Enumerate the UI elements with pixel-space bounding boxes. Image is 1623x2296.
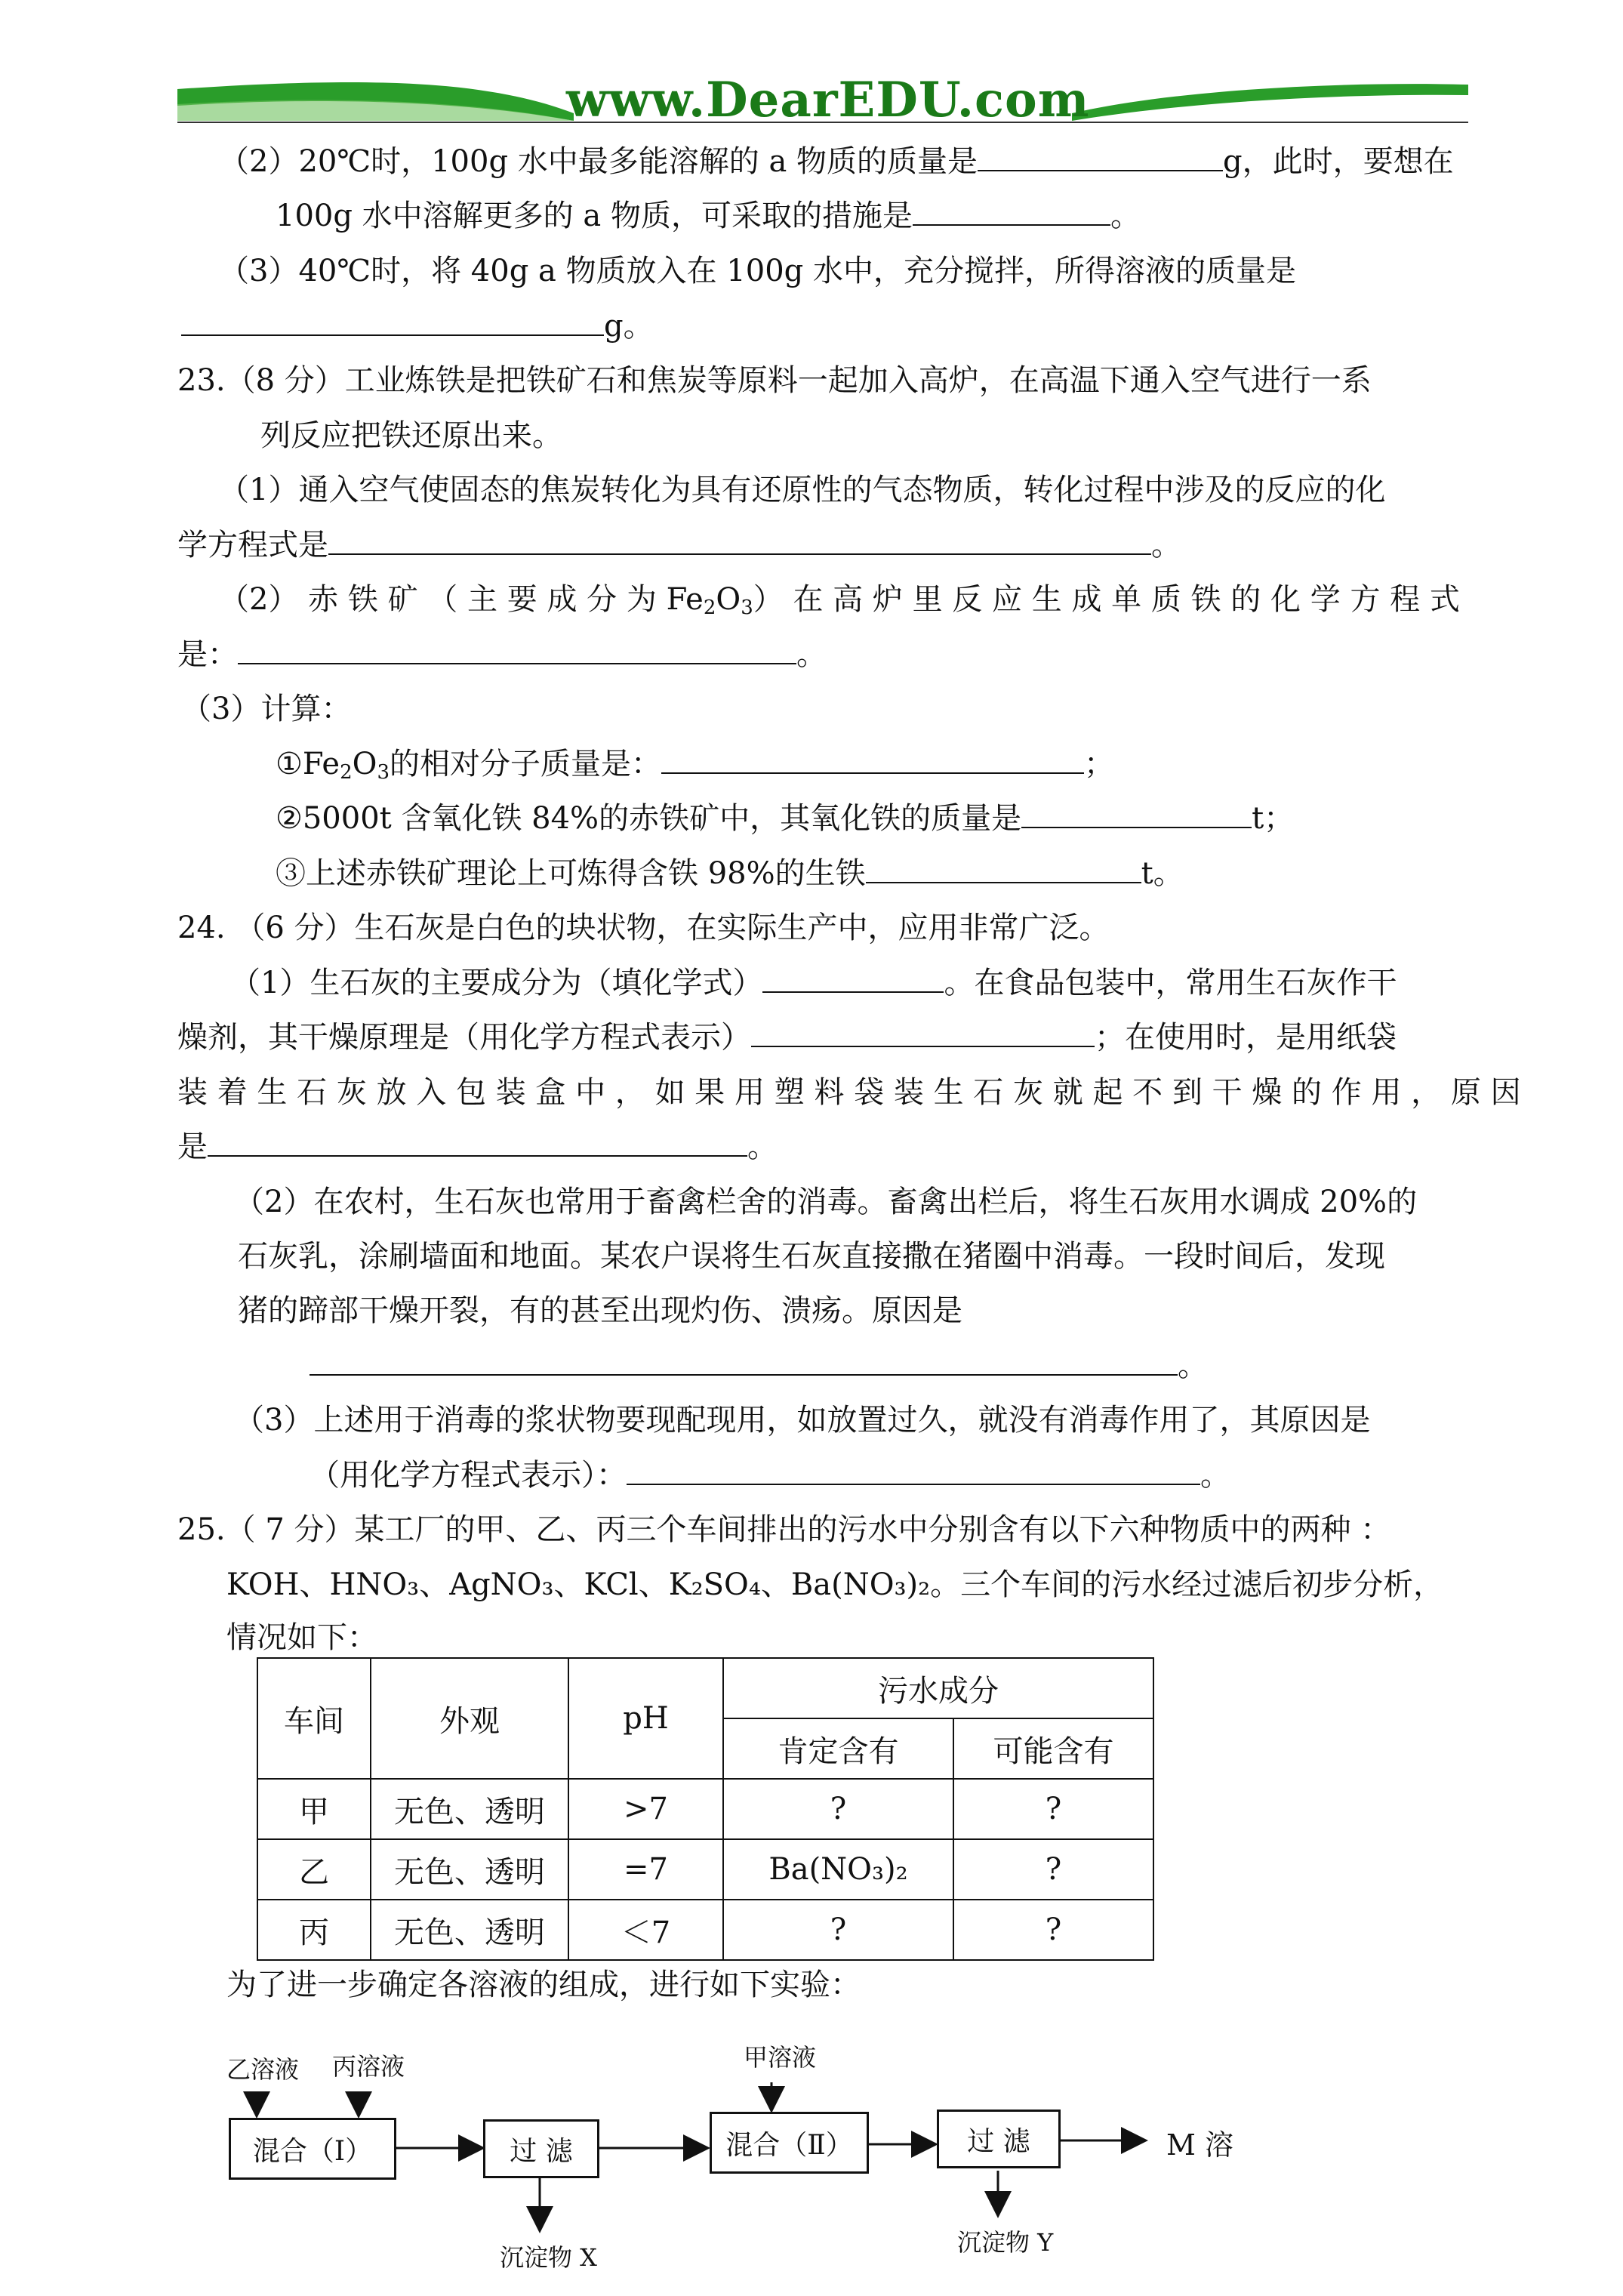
q24-part1-line2 <box>177 1019 1397 1056</box>
text: ②5000t 含氧化铁 84%的赤铁矿中，其氧化铁的质量是 <box>276 801 1022 836</box>
answer-blank[interactable] <box>238 637 796 664</box>
q23-part2-line2 <box>177 636 827 673</box>
q24-part2-line4 <box>310 1348 1208 1384</box>
table-row <box>257 1779 1153 1839</box>
q25-intro-line2: KOH、HNO₃、AgNO₃、KCl、K₂SO₄、Ba(NO₃)₂。三个车间的污水经过滤后初步分析， <box>226 1567 1444 1602</box>
filter1-box: 过 滤 <box>483 2119 599 2178</box>
q23-part1-line1: （1）通入空气使固态的焦炭转化为具有还原性的气态物质，转化过程中涉及的反应的化 <box>219 473 1386 507</box>
text: 。在食品包装中，常用生石灰作干 <box>944 966 1397 1000</box>
cell-definite: ? <box>723 1779 953 1839</box>
text: ； <box>1084 747 1114 781</box>
header-appearance: 外观 <box>371 1658 568 1779</box>
q25-intro-line1: 25.（ 7 分）某工厂的甲、乙、丙三个车间排出的污水中分别含有以下六种物质中的两种 ： <box>177 1512 1391 1547</box>
text: t。 <box>1141 856 1184 891</box>
header-composition: 污水成分 <box>723 1658 1153 1718</box>
text: 。 <box>1200 1458 1230 1493</box>
label-m-solution: M 溶 <box>1166 2128 1233 2162</box>
q22-part2-line2 <box>276 198 1141 234</box>
answer-blank[interactable] <box>913 199 1110 226</box>
q22-part3-line2 <box>181 308 654 344</box>
label-yi-solution: 乙溶液 <box>226 2055 300 2084</box>
q24-part1-line3: 装 着 生 石 灰 放 入 包 装 盒 中 ， 如 果 用 塑 料 袋 装 生 石 灰 就 起 不 到 干 燥 的 作 用 ， 原 因 <box>177 1075 1521 1110</box>
answer-blank[interactable] <box>978 144 1223 171</box>
q24-part2-line1: （2）在农村，生石灰也常用于畜禽栏舍的消毒。畜禽出栏后，将生石灰用水调成 20%的 <box>234 1185 1418 1219</box>
text: 。 <box>1110 199 1141 233</box>
q23-calc1 <box>276 746 1114 782</box>
label-precipitate-y: 沉淀物 Y <box>957 2228 1054 2257</box>
q24-part2-line2: 石灰乳，涂刷墙面和地面。某农户误将生石灰直接撒在猪圈中消毒。一段时间后，发现 <box>238 1239 1385 1274</box>
mix1-box: 混合（Ⅰ） <box>229 2118 396 2180</box>
cell-workshop: 甲 <box>257 1779 371 1839</box>
q24-part1-line4 <box>177 1129 778 1165</box>
q23-part2-line1 <box>219 581 1460 618</box>
cell-ph: =7 <box>568 1839 723 1900</box>
q22-part3-line1 <box>219 253 1296 289</box>
answer-blank[interactable] <box>181 309 604 336</box>
text: 学方程式是 <box>177 528 328 562</box>
table-row <box>257 1839 1153 1900</box>
text: 燥剂，其干燥原理是（用化学方程式表示） <box>177 1020 751 1055</box>
text: 是： <box>177 637 238 672</box>
text: 100g 水中溶解更多的 a 物质，可采取的措施是 <box>276 199 913 233</box>
q23-intro-line1: 23.（8 分）工业炼铁是把铁矿石和焦炭等原料一起加入高炉，在高温下通入空气进行一系 <box>177 363 1372 398</box>
mix2-box: 混合（Ⅱ） <box>710 2112 869 2174</box>
answer-blank[interactable] <box>866 856 1141 883</box>
answer-blank[interactable] <box>208 1130 747 1157</box>
label-jia-solution: 甲溶液 <box>744 2043 817 2072</box>
answer-blank[interactable] <box>1021 801 1252 828</box>
cell-possible: ? <box>953 1839 1153 1900</box>
text: （3）40℃时，将 40g a 物质放入在 100g 水中，充分搅拌，所得溶液的质量是 <box>219 254 1296 288</box>
cell-ph: ＜7 <box>568 1900 723 1960</box>
cell-definite: ? <box>723 1900 953 1960</box>
q25-experiment-intro: 为了进一步确定各溶液的组成，进行如下实验： <box>226 1968 861 2002</box>
text: ①Fe <box>276 747 340 781</box>
cell-workshop: 丙 <box>257 1900 371 1960</box>
answer-blank[interactable] <box>762 966 944 993</box>
subscript: 3 <box>377 761 390 784</box>
filter2-box: 过 滤 <box>937 2110 1061 2168</box>
header-workshop: 车间 <box>257 1658 371 1779</box>
q24-intro: 24. （6 分）生石灰是白色的块状物，在实际生产中，应用非常广泛。 <box>177 911 1110 945</box>
header-definite: 肯定含有 <box>723 1718 953 1779</box>
text: ③上述赤铁矿理论上可炼得含铁 98%的生铁 <box>276 856 866 891</box>
q23-calc3 <box>276 855 1184 892</box>
text: 是 <box>177 1130 208 1164</box>
text: （用化学方程式表示）： <box>310 1458 627 1493</box>
text: ；在使用时，是用纸袋 <box>1095 1020 1397 1055</box>
text: （1）生石灰的主要成分为（填化学式） <box>230 966 763 1000</box>
q24-part3-line1: （3）上述用于消毒的浆状物要现配现用，如放置过久，就没有消毒作用了，其原因是 <box>234 1403 1371 1438</box>
header-possible: 可能含有 <box>953 1718 1153 1779</box>
cell-definite: Ba(NO₃)₂ <box>723 1839 953 1900</box>
text: g。 <box>604 309 654 344</box>
text: 。 <box>1151 528 1181 562</box>
text: O <box>716 582 741 617</box>
q24-part2-line3: 猪的蹄部干燥开裂，有的甚至出现灼伤、溃疡。原因是 <box>238 1293 962 1328</box>
text: 。 <box>1178 1348 1208 1383</box>
answer-blank[interactable] <box>751 1020 1095 1047</box>
cell-ph: >7 <box>568 1779 723 1839</box>
site-name[interactable]: www.DearEDU.com <box>566 72 1090 128</box>
text: ） 在 高 炉 里 反 应 生 成 单 质 铁 的 化 学 方 程 式 <box>753 582 1460 617</box>
text: t； <box>1252 801 1295 836</box>
cell-appearance: 无色、透明 <box>371 1839 568 1900</box>
subscript: 3 <box>741 596 753 619</box>
q24-part3-line2 <box>310 1457 1230 1493</box>
wastewater-table <box>257 1657 1154 1961</box>
cell-workshop: 乙 <box>257 1839 371 1900</box>
text: 。 <box>747 1130 778 1164</box>
subscript: 2 <box>703 596 716 619</box>
text: （2）20℃时，100g 水中最多能溶解的 a 物质的质量是 <box>219 144 978 179</box>
answer-blank[interactable] <box>661 747 1084 774</box>
answer-blank[interactable] <box>627 1458 1200 1485</box>
site-header <box>0 0 1623 151</box>
label-precipitate-x: 沉淀物 X <box>500 2243 597 2272</box>
text: g，此时，要想在 <box>1223 144 1454 179</box>
q23-intro-line2: 列反应把铁还原出来。 <box>260 418 562 453</box>
answer-blank[interactable] <box>310 1348 1178 1376</box>
answer-blank[interactable] <box>328 528 1151 555</box>
subscript: 2 <box>340 761 353 784</box>
text: （2） 赤 铁 矿 （ 主 要 成 分 为 Fe <box>219 582 704 617</box>
header-ph: pH <box>568 1658 723 1779</box>
cell-possible: ? <box>953 1779 1153 1839</box>
cell-possible: ? <box>953 1900 1153 1960</box>
q25-intro-line3: 情况如下： <box>226 1620 377 1655</box>
text: O <box>352 747 377 781</box>
label-bing-solution: 丙溶液 <box>332 2052 405 2081</box>
q24-part1-line1 <box>230 965 1397 1001</box>
q23-part3-title: （3）计算： <box>181 692 352 726</box>
text: 。 <box>796 637 827 672</box>
q22-part2-line1 <box>219 143 1454 180</box>
cell-appearance: 无色、透明 <box>371 1779 568 1839</box>
table-row <box>257 1900 1153 1960</box>
cell-appearance: 无色、透明 <box>371 1900 568 1960</box>
text: 的相对分子质量是： <box>390 747 661 781</box>
q23-part1-line2 <box>177 527 1181 563</box>
q23-calc2 <box>276 800 1294 837</box>
